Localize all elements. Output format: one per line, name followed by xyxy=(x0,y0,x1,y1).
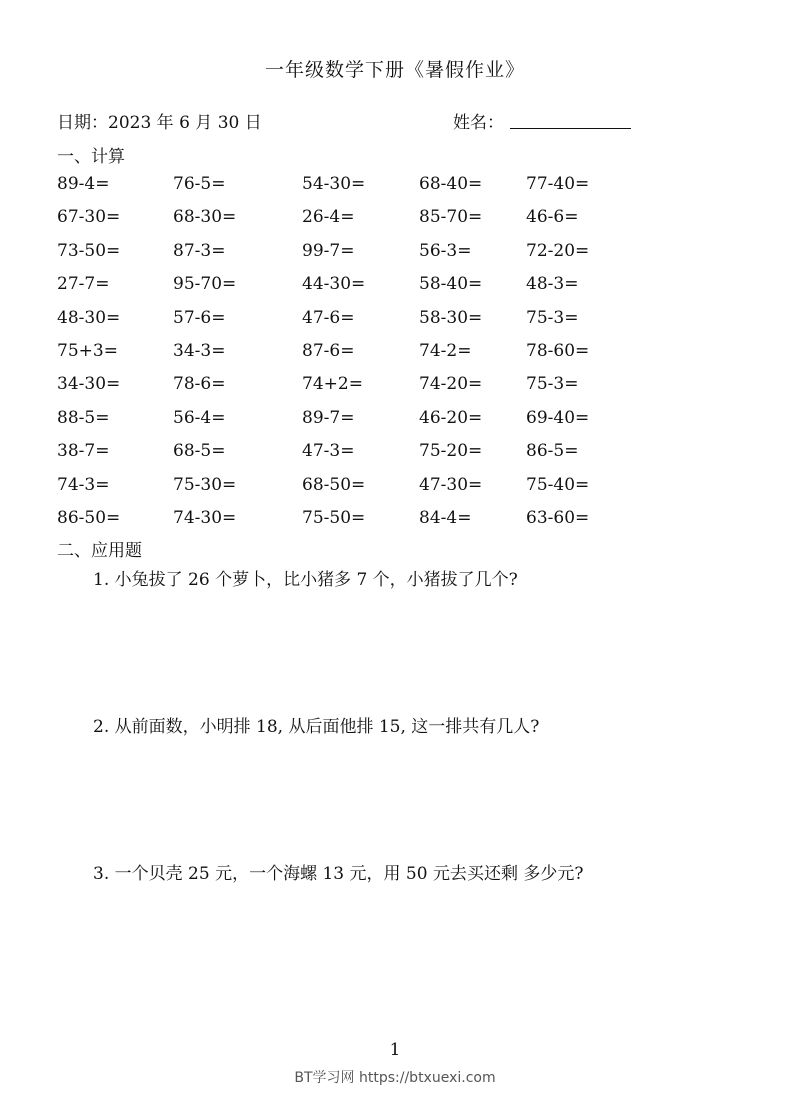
calculation-item: 47-3= xyxy=(302,441,355,462)
calculation-item: 87-6= xyxy=(302,340,355,361)
calculation-item: 75-3= xyxy=(526,307,579,328)
calculation-row xyxy=(57,475,757,508)
calculation-item: 34-3= xyxy=(173,340,226,361)
calculation-item: 88-5= xyxy=(57,407,110,428)
calculation-item: 38-7= xyxy=(57,441,110,462)
calculation-item: 63-60= xyxy=(526,507,590,528)
name-blank-line xyxy=(510,128,631,129)
calculation-item: 68-5= xyxy=(173,441,226,462)
calculation-item: 73-50= xyxy=(57,240,121,261)
calculation-item: 78-60= xyxy=(526,340,590,361)
calculation-item: 56-3= xyxy=(419,240,472,261)
calculation-item: 68-30= xyxy=(173,207,237,228)
calculation-item: 44-30= xyxy=(302,274,366,295)
calculation-item: 67-30= xyxy=(57,207,121,228)
calculation-item: 68-50= xyxy=(302,474,366,495)
calculation-item: 48-3= xyxy=(526,274,579,295)
calculation-item: 47-30= xyxy=(419,474,483,495)
calculation-item: 34-30= xyxy=(57,374,121,395)
calculation-item: 86-5= xyxy=(526,441,579,462)
calculation-item: 84-4= xyxy=(419,507,472,528)
name-label: 姓名： xyxy=(453,113,504,133)
calculation-row xyxy=(57,207,757,240)
calculation-row xyxy=(57,308,757,341)
calculation-row xyxy=(57,508,757,541)
calculation-item: 26-4= xyxy=(302,207,355,228)
calculation-item: 89-7= xyxy=(302,407,355,428)
calculation-item: 57-6= xyxy=(173,307,226,328)
calculation-row xyxy=(57,374,757,407)
calculation-item: 48-30= xyxy=(57,307,121,328)
word-problem-2: 2. 从前面数，小明排 18, 从后面他排 15, 这一排共有几人? xyxy=(93,717,540,737)
calculation-item: 85-70= xyxy=(419,207,483,228)
calculation-item: 75+3= xyxy=(57,340,118,361)
word-problem-3: 3. 一个贝壳 25 元，一个海螺 13 元，用 50 元去买还剩 多少元? xyxy=(93,864,584,884)
calculation-item: 69-40= xyxy=(526,407,590,428)
page-number: 1 xyxy=(389,1040,401,1060)
calculation-item: 54-30= xyxy=(302,174,366,194)
calculation-item: 46-20= xyxy=(419,407,483,428)
calculation-row xyxy=(57,408,757,441)
calculation-item: 74-3= xyxy=(57,474,110,495)
calculation-row xyxy=(57,274,757,307)
calculation-item: 72-20= xyxy=(526,240,590,261)
calculation-item: 74-30= xyxy=(173,507,237,528)
calculation-item: 75-3= xyxy=(526,374,579,395)
calculation-grid xyxy=(57,174,757,541)
calculation-row xyxy=(57,174,757,207)
calculation-row xyxy=(57,241,757,274)
date-label: 日期：2023 年 6 月 30 日 xyxy=(57,113,262,133)
calculation-item: 76-5= xyxy=(173,174,226,194)
footer-watermark: BT学习网 https://btxuexi.com xyxy=(294,1070,496,1086)
calculation-item: 58-40= xyxy=(419,274,483,295)
calculation-item: 77-40= xyxy=(526,174,590,194)
calculation-row xyxy=(57,441,757,474)
calculation-item: 87-3= xyxy=(173,240,226,261)
word-problem-1: 1. 小兔拔了 26 个萝卜，比小猪多 7 个，小猪拔了几个? xyxy=(93,570,518,590)
calculation-item: 58-30= xyxy=(419,307,483,328)
section-word-problems-heading: 二、应用题 xyxy=(57,541,142,561)
calculation-item: 47-6= xyxy=(302,307,355,328)
calculation-item: 27-7= xyxy=(57,274,110,295)
calculation-item: 89-4= xyxy=(57,174,110,194)
calculation-item: 46-6= xyxy=(526,207,579,228)
calculation-item: 75-50= xyxy=(302,507,366,528)
calculation-item: 74+2= xyxy=(302,374,363,395)
calculation-item: 86-50= xyxy=(57,507,121,528)
calculation-item: 74-20= xyxy=(419,374,483,395)
calculation-row xyxy=(57,341,757,374)
calculation-item: 75-20= xyxy=(419,441,483,462)
worksheet-title: 一年级数学下册《暑假作业》 xyxy=(264,59,525,81)
calculation-item: 99-7= xyxy=(302,240,355,261)
calculation-item: 68-40= xyxy=(419,174,483,194)
section-calculation-heading: 一、计算 xyxy=(57,147,125,167)
calculation-item: 75-40= xyxy=(526,474,590,495)
calculation-item: 75-30= xyxy=(173,474,237,495)
calculation-item: 78-6= xyxy=(173,374,226,395)
calculation-item: 95-70= xyxy=(173,274,237,295)
calculation-item: 56-4= xyxy=(173,407,226,428)
calculation-item: 74-2= xyxy=(419,340,472,361)
